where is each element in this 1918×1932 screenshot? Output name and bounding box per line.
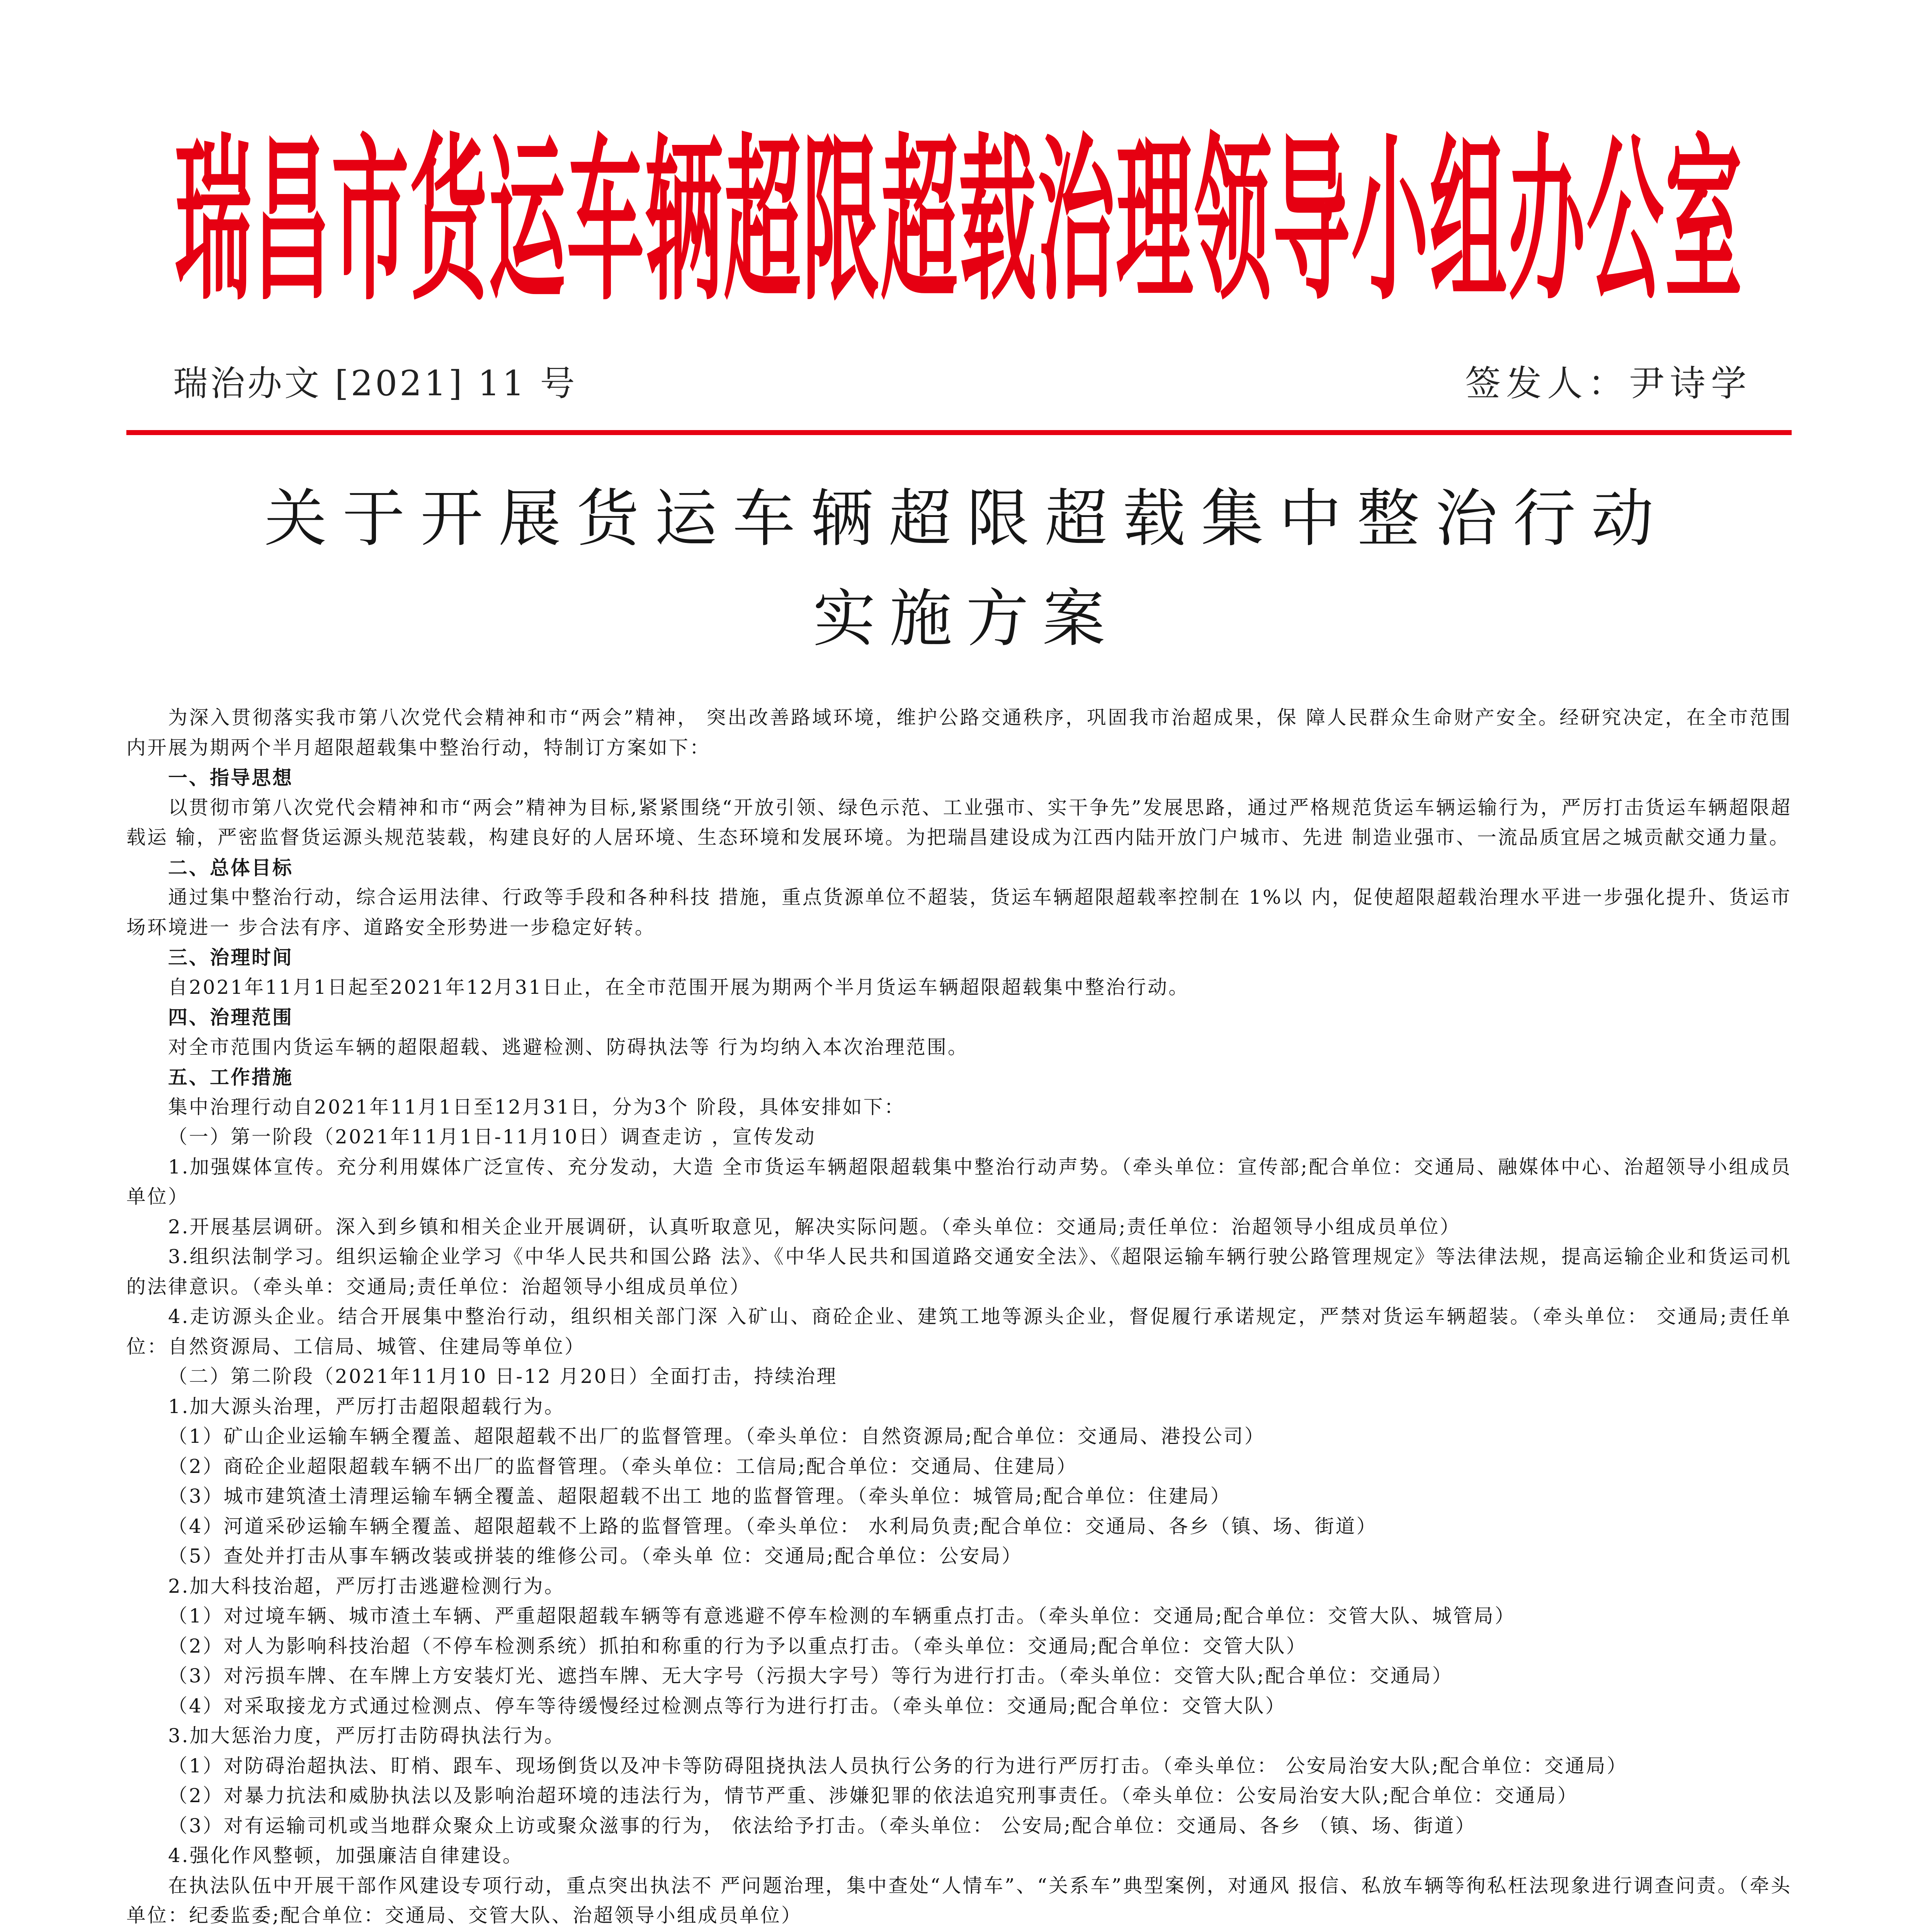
section-5-paragraph: 在执法队伍中开展干部作风建设专项行动，重点突出执法不 严问题治理，集中查处“人情车”、“关系车”典型案例，对通风 报信、私放车辆等徇私枉法现象进行调查问责。（牵头单位：纪委监委;配合单位：交通局、交管大队、治超领导小组成员单位） <box>126 1874 1792 1927</box>
section-5-paragraph: （3）对污损车牌、在车牌上方安装灯光、遮挡车牌、无大字号（污损大字号）等行为进行打击。（牵头单位：交管大队;配合单位：交通局） <box>168 1665 1453 1687</box>
section-3-paragraph: 自2021年11月1日起至2021年12月31日止，在全市范围开展为期两个半月货运车辆超限超载集中整治行动。 <box>168 976 1190 998</box>
section-5-paragraph: （4）对采取接龙方式通过检测点、停车等待缓慢经过检测点等行为进行打击。（牵头单位：交通局;配合单位：交管大队） <box>168 1694 1286 1717</box>
section-5-paragraph: （一）第一阶段（2021年11月1日-11月10日）调查走访 ，宣传发动 <box>168 1126 816 1148</box>
section-2-heading: 二、总体目标 <box>168 856 293 879</box>
section-5-paragraph: （1）对防碍治超执法、盯梢、跟车、现场倒货以及冲卡等防碍阻挠执法人员执行公务的行为进行严厉打击。（牵头单位： 公安局治安大队;配合单位：交通局） <box>168 1754 1628 1777</box>
signer: 签发人：尹诗学 <box>1465 363 1752 404</box>
document-body <box>126 703 1792 1932</box>
section-4-heading: 四、治理范围 <box>168 1006 293 1029</box>
section-1-paragraph: 以贯彻市第八次党代会精神和市“两会”精神为目标,紧紧围绕“开放引领、绿色示范、工业强市、实干争先”发展思路，通过严格规范货运车辆运输行为，严厉打击货运车辆超限超载运 输，严密监督货运源头规范装载，构建良好的人居环境、生态环境和发展环境。为把瑞昌建设成为江西内陆开放门户城市、先进 制造业强市、一流品质宜居之城贡献交通力量。 <box>126 796 1792 849</box>
section-5-paragraph: 2.加大科技治超，严厉打击逃避检测行为。 <box>168 1575 565 1597</box>
section-5-paragraph: （2）对暴力抗法和威胁执法以及影响治超环境的违法行为，情节严重、涉嫌犯罪的依法追究刑事责任。（牵头单位：公安局治安大队;配合单位：交通局） <box>168 1784 1578 1807</box>
section-5-paragraph: 2.开展基层调研。深入到乡镇和相关企业开展调研，认真听取意见，解决实际问题。（牵头单位：交通局;责任单位：治超领导小组成员单位） <box>168 1215 1461 1238</box>
issuing-office-name: 瑞昌市货运车辆超限超载治理领导小组办公室 <box>174 118 1743 325</box>
section-2-paragraph: 通过集中整治行动，综合运用法律、行政等手段和各种科技 措施，重点货源单位不超装，货运车辆超限超载率控制在 1%以 内，促使超限超载治理水平进一步强化提升、货运市场环境进一 步合法有序、道路安全形势进一步稳定好转。 <box>126 886 1792 939</box>
document-number: 瑞治办文 [2021] 11 号 <box>173 363 577 404</box>
document-title-line-2: 实施方案 <box>813 583 1119 655</box>
section-5-paragraph: 3.组织法制学习。组织运输企业学习《中华人民共和国公路 法》、《中华人民共和国道路交通安全法》、《超限运输车辆行驶公路管理规定》等法律法规，提高运输企业和货运司机的法律意识。（牵头单：交通局;责任单位：治超领导小组成员单位） <box>126 1245 1792 1298</box>
section-5-paragraph: 4.走访源头企业。结合开展集中整治行动，组织相关部门深 入矿山、商砼企业、建筑工地等源头企业，督促履行承诺规定，严禁对货运车辆超装。（牵头单位： 交通局;责任单位：自然资源局、工信局、城管、住建局等单位） <box>126 1305 1792 1358</box>
section-3-heading: 三、治理时间 <box>168 946 293 969</box>
red-divider <box>126 430 1792 435</box>
section-1-heading: 一、指导思想 <box>168 766 293 789</box>
section-5-paragraph: （1）对过境车辆、城市渣土车辆、严重超限超载车辆等有意逃避不停车检测的车辆重点打击。（牵头单位：交通局;配合单位：交管大队、城管局） <box>168 1605 1516 1627</box>
section-5-paragraph: 4.强化作风整顿，加强廉洁自律建设。 <box>168 1844 524 1867</box>
section-5-paragraph <box>126 1931 1792 1932</box>
section-5-paragraph: （1）矿山企业运输车辆全覆盖、超限超载不出厂的监督管理。（牵头单位：自然资源局;配合单位：交通局、港投公司） <box>168 1425 1265 1447</box>
section-5-paragraph: （5）查处并打击从事车辆改装或拼装的维修公司。（牵头单 位：交通局;配合单位：公安局） <box>168 1545 1023 1567</box>
section-5-paragraph: 1.加大源头治理，严厉打击超限超载行为。 <box>168 1395 565 1418</box>
section-5-paragraph: （2）对人为影响科技治超（不停车检测系统）抓拍和称重的行为予以重点打击。（牵头单位：交通局;配合单位：交管大队） <box>168 1634 1307 1657</box>
section-4-paragraph: 对全市范围内货运车辆的超限超载、逃避检测、防碍执法等 行为均纳入本次治理范围。 <box>168 1036 969 1058</box>
section-5-paragraph: 3.加大惩治力度，严厉打击防碍执法行为。 <box>168 1725 565 1747</box>
section-5-heading: 五、工作措施 <box>168 1066 293 1088</box>
section-5-paragraph: 1.加强媒体宣传。充分利用媒体广泛宣传、充分发动，大造 全市货运车辆超限超载集中整治行动声势。（牵头单位：宣传部;配合单位：交通局、融媒体中心、治超领导小组成员单位） <box>126 1155 1792 1208</box>
section-5-paragraph: （4）河道采砂运输车辆全覆盖、超限超载不上路的监督管理。（牵头单位： 水利局负责;配合单位：交通局、各乡（镇、场、街道） <box>168 1515 1377 1537</box>
document-title-line-1: 关于开展货运车辆超限超载集中整治行动 <box>264 483 1669 555</box>
intro-paragraph: 为深入贯彻落实我市第八次党代会精神和市“两会”精神， 突出改善路域环境，维护公路交通秩序，巩固我市治超成果，保 障人民群众生命财产安全。经研究决定，在全市范围内开展为期两个半月超限超载集中整治行动，特制订方案如下： <box>126 706 1792 759</box>
section-5-paragraph: （二）第二阶段（2021年11月10 日-12 月20日）全面打击，持续治理 <box>168 1365 838 1388</box>
section-5-paragraph: （3）对有运输司机或当地群众聚众上访或聚众滋事的行为， 依法给予打击。（牵头单位： 公安局;配合单位：交通局、各乡 （镇、场、街道） <box>168 1814 1476 1837</box>
section-5-paragraph: （2）商砼企业超限超载车辆不出厂的监督管理。（牵头单位：工信局;配合单位：交通局、住建局） <box>168 1455 1078 1478</box>
section-5-paragraph: 集中治理行动自2021年11月1日至12月31日，分为3个 阶段，具体安排如下： <box>168 1095 905 1118</box>
section-5-paragraph: （3）城市建筑渣土清理运输车辆全覆盖、超限超载不出工 地的监督管理。（牵头单位：城管局;配合单位：住建局） <box>168 1485 1231 1507</box>
issuing-office-header <box>0 118 1918 325</box>
